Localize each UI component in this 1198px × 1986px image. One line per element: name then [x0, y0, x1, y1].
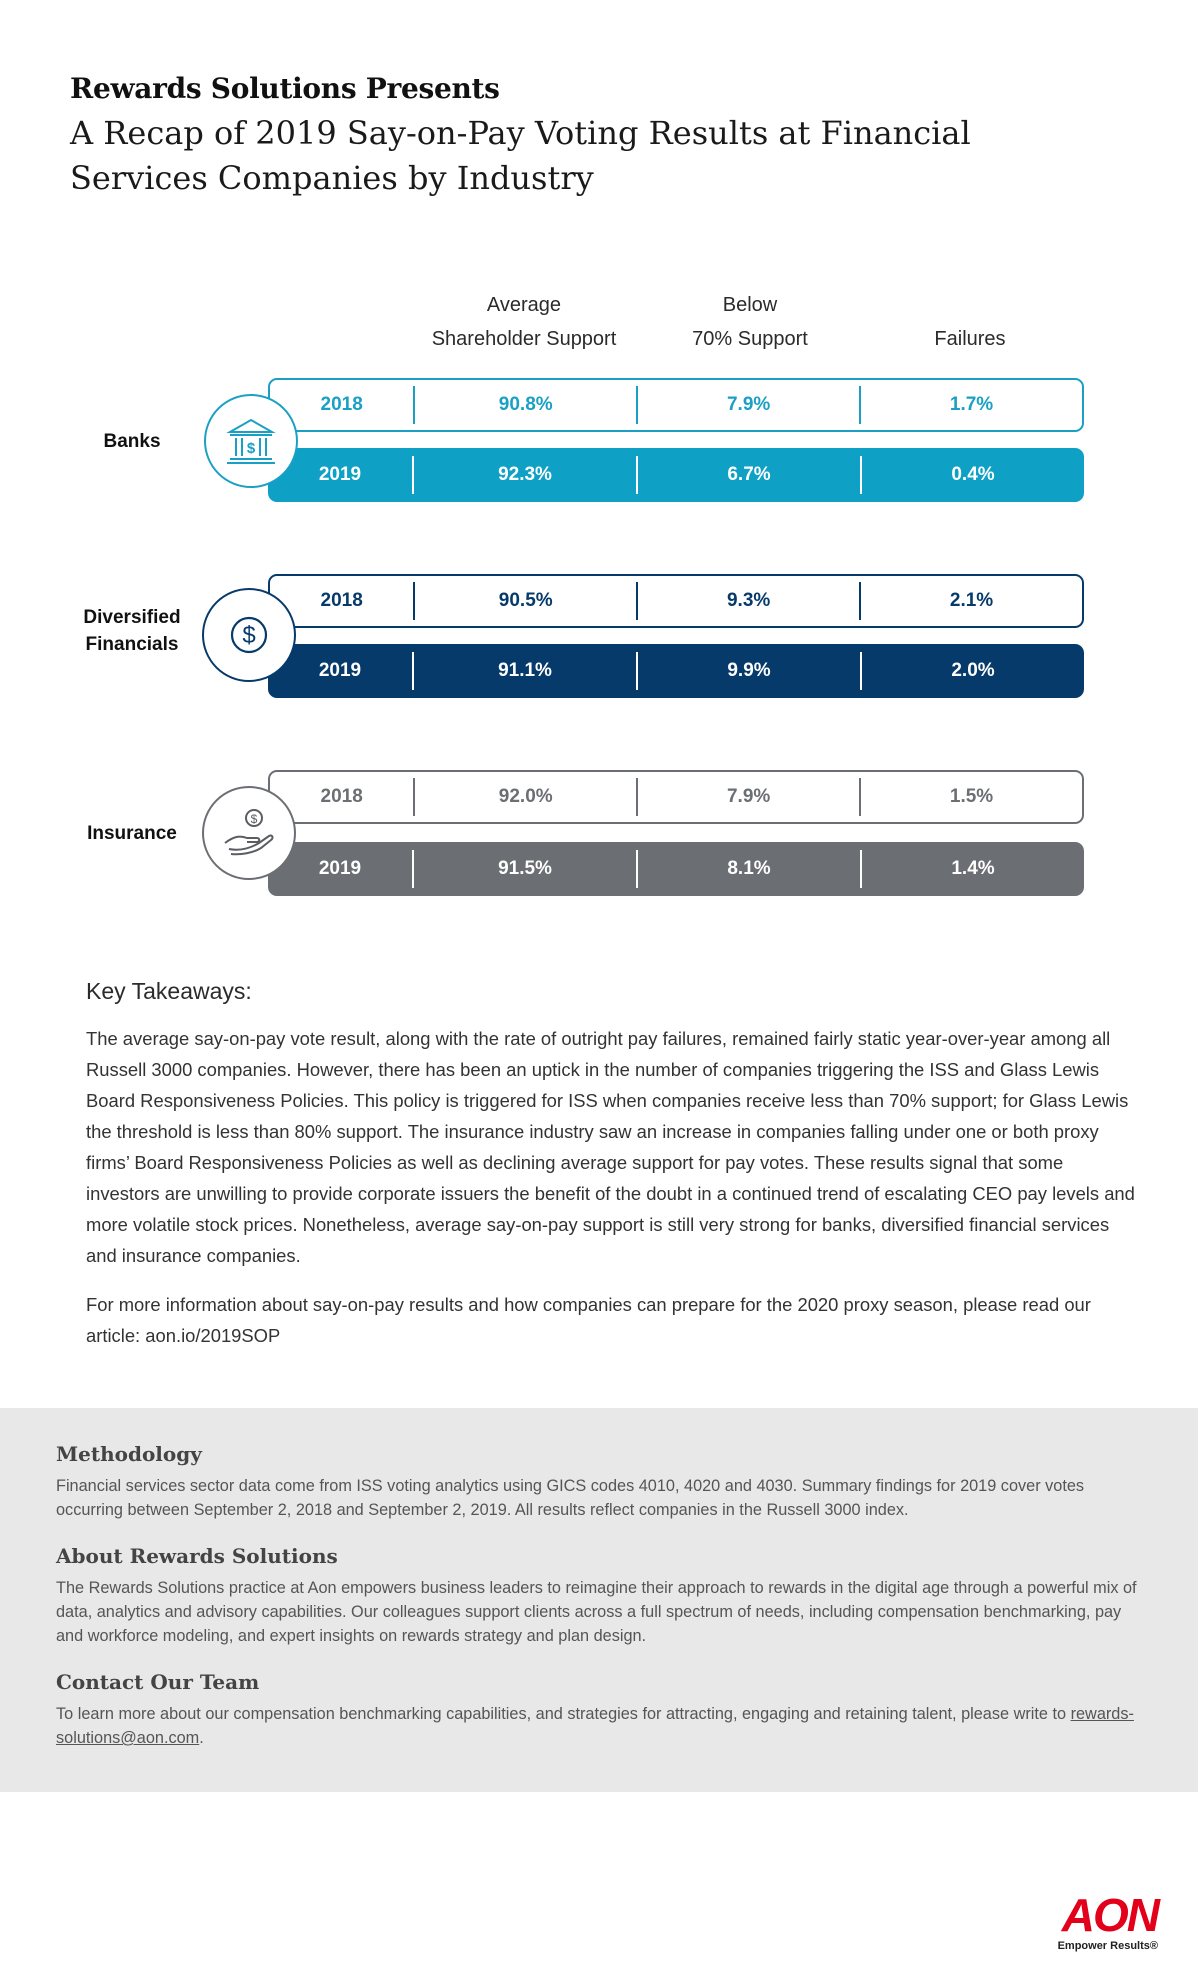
svg-text:$: $ [250, 812, 258, 826]
group-label-insurance: Insurance [87, 823, 177, 844]
bank-icon [204, 394, 298, 488]
table-row-diversified-2019: 2019 91.1% 9.9% 2.0% [268, 644, 1084, 698]
key-takeaways [86, 978, 1136, 1351]
key-takeaways-more-info: For more information about say-on-pay results and how companies can prepare for the 2020 proxy season, please read our article: aon.io/2019SOP [86, 1294, 1091, 1346]
key-takeaways-body: The average say-on-pay vote result, along with the rate of outright pay failures, remained fairly static year-over-year among all Russell 3000 companies. However, there has been an uptick in the number of companies triggering the ISS and Glass Lewis Board Responsiveness Policies. This policy is triggered for ISS when companies receive less than 70% support; for Glass Lewis the threshold is less than 80% support. The insurance industry saw an increase in companies falling under one or both proxy firms’ Board Responsiveness Policies as well as declining average support for pay votes. These results signal that some investors are unwilling to provide corporate issuers the benefit of the doubt in a continued trend of escalating CEO pay levels and more volatile stock prices. Nonetheless, average say-on-pay support is still very strong for banks, diversified financial services and insurance companies. [86, 1028, 1135, 1266]
methodology-body: Financial services sector data come from ISS voting analytics using GICS codes 4010, 4020 and 4030. Summary findings for 2019 cover votes occurring between September 2, 2018 and September 2, 2019. All results reflect companies in the Russell 3000 index. [56, 1477, 1085, 1519]
svg-text:$: $ [246, 440, 256, 457]
header [70, 72, 1130, 201]
aon-logo [1028, 1889, 1158, 1952]
col-head-failures: Failures [934, 328, 1006, 350]
logo-tagline: Empower Results® [1057, 1940, 1158, 1952]
group-label-banks: Banks [103, 431, 161, 452]
contact-heading: Contact Our Team [56, 1670, 260, 1694]
col-head-average: Average Shareholder Support [431, 294, 617, 350]
table-row-insurance-2018: 2018 92.0% 7.9% 1.5% [268, 770, 1084, 824]
table-row-banks-2018: 2018 90.8% 7.9% 1.7% [268, 378, 1084, 432]
page-title: A Recap of 2019 Say-on-Pay Voting Results at Financial Services Companies by Industry [70, 114, 971, 197]
methodology-heading: Methodology [56, 1442, 202, 1466]
table-row-diversified-2018: 2018 90.5% 9.3% 2.1% [268, 574, 1084, 628]
logo-wordmark: AON [1061, 1889, 1158, 1941]
col-head-below: Below 70% Support [692, 294, 808, 350]
contact-body: To learn more about our compensation benchmarking capabilities, and strategies for attracting, engaging and retaining talent, please write to rewards-solutions@aon.com. [56, 1705, 1134, 1747]
info-section [0, 1408, 1198, 1792]
about-heading: About Rewards Solutions [56, 1544, 338, 1568]
column-headers [0, 288, 1198, 358]
contact-email-link[interactable]: rewards-solutions@aon.com [56, 1705, 1134, 1747]
svg-text:$: $ [242, 622, 256, 649]
dollar-icon [202, 588, 296, 682]
table-row-banks-2019: 2019 92.3% 6.7% 0.4% [268, 448, 1084, 502]
presenter-title: Rewards Solutions Presents [70, 72, 500, 105]
key-takeaways-heading: Key Takeaways: [86, 978, 252, 1004]
group-label-diversified: Diversified Financials [83, 607, 181, 655]
hand-coin-icon [202, 786, 296, 880]
table-row-insurance-2019: 2019 91.5% 8.1% 1.4% [268, 842, 1084, 896]
about-body: The Rewards Solutions practice at Aon empowers business leaders to reimagine their approach to rewards in the digital age through a powerful mix of data, analytics and advisory capabilities. Our colleagues support clients across a full spectrum of needs, including compensation benchmarking, pay and workforce modeling, and expert insights on rewards strategy and plan design. [56, 1579, 1137, 1645]
